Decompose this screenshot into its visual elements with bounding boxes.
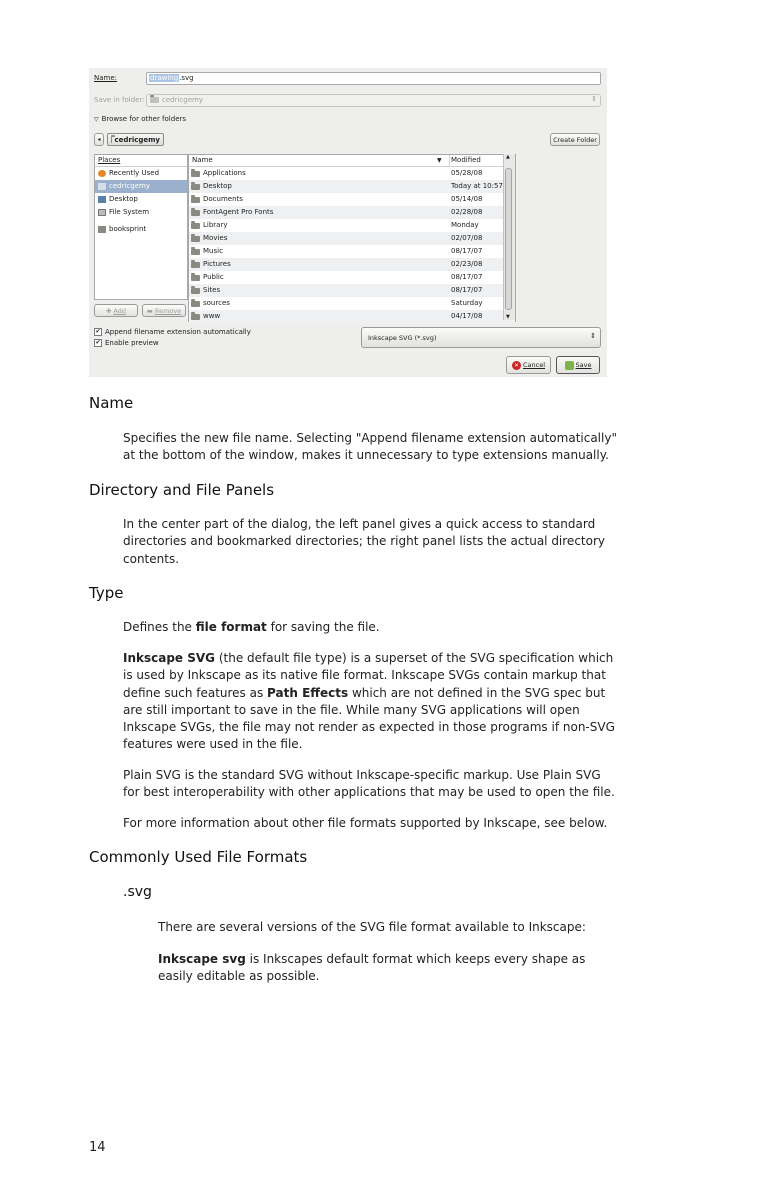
file-modified: 04/17/08 bbox=[451, 312, 483, 320]
file-row[interactable] bbox=[189, 245, 515, 258]
file-modified: 05/14/08 bbox=[451, 195, 483, 203]
heading-type: Type bbox=[89, 584, 124, 602]
file-modified: Today at 10:57 bbox=[451, 182, 503, 190]
heading-svg: .svg bbox=[123, 884, 152, 900]
places-item-file-system[interactable]: File System bbox=[95, 206, 187, 219]
filename-extension-text: .svg bbox=[179, 74, 194, 82]
remove-bookmark-button[interactable]: ▬ Remove bbox=[142, 304, 186, 317]
paragraph-inkscape-svg: Inkscape SVG (the default file type) is a superset of the SVG specification which is used by Inkscape as its native file format. Inkscape SVGs contain markup that define such features as Path Effects which are not defined in the SVG spec but are still important to save in the file. While many SVG applications will open Inkscape SVGs, the file may not render as expected in those programs if non-SVG features were used in the file. bbox=[123, 651, 615, 752]
enable-preview-checkbox[interactable]: ✔ Enable preview bbox=[95, 339, 159, 347]
file-modified: 02/28/08 bbox=[451, 208, 483, 216]
path-back-button[interactable] bbox=[94, 133, 104, 146]
paragraph-type: Defines the file format for saving the file. bbox=[123, 620, 380, 634]
folder-icon bbox=[191, 288, 200, 294]
heading-directory-panels: Directory and File Panels bbox=[89, 481, 275, 499]
file-modified: Monday bbox=[451, 221, 479, 229]
file-row[interactable] bbox=[189, 271, 515, 284]
paragraph-inkscape-svg-format: Inkscape svg is Inkscapes default format which keeps every shape as easily editable as possible. bbox=[158, 952, 586, 984]
folder-icon bbox=[191, 171, 200, 177]
checkmark-icon: ✔ bbox=[95, 328, 101, 335]
checkmark-icon: ✔ bbox=[95, 339, 101, 346]
file-name: Documents bbox=[203, 195, 243, 203]
file-row[interactable] bbox=[189, 284, 515, 297]
file-row[interactable] bbox=[189, 232, 515, 245]
filename-input[interactable] bbox=[146, 72, 601, 85]
places-header: Places bbox=[95, 155, 187, 167]
paragraph-more-info: For more information about other file formats supported by Inkscape, see below. bbox=[123, 816, 608, 830]
left-arrow-icon: ◂ bbox=[97, 136, 101, 143]
file-list-header bbox=[189, 155, 515, 167]
file-name: Desktop bbox=[203, 182, 232, 190]
cancel-icon: ✕ bbox=[513, 361, 519, 369]
folder-icon bbox=[191, 184, 200, 190]
save-dialog-screenshot bbox=[89, 68, 607, 377]
column-name-header[interactable]: Name bbox=[192, 156, 213, 164]
file-name: sources bbox=[203, 299, 230, 307]
expander-arrow-icon: ▽ bbox=[94, 115, 99, 123]
desktop-icon bbox=[98, 196, 106, 203]
combo-arrows-icon: ⇕ bbox=[591, 95, 597, 103]
scrollbar-thumb[interactable] bbox=[505, 168, 512, 310]
drive-icon bbox=[98, 209, 106, 216]
page-number: 14 bbox=[89, 1140, 106, 1155]
plus-icon: ✚ bbox=[105, 306, 112, 315]
save-in-folder-combo[interactable]: cedricgemy ⇕ bbox=[146, 94, 601, 107]
file-row[interactable] bbox=[189, 219, 515, 232]
save-button[interactable]: Save bbox=[556, 356, 600, 374]
folder-icon bbox=[150, 97, 159, 103]
file-list-panel bbox=[188, 154, 516, 322]
folder-icon bbox=[191, 249, 200, 255]
file-row[interactable] bbox=[189, 180, 515, 193]
folder-icon bbox=[191, 314, 200, 320]
append-extension-checkbox[interactable]: ✔ Append filename extension automatically bbox=[95, 328, 251, 336]
file-modified: 05/28/08 bbox=[451, 169, 483, 177]
cancel-button[interactable]: ✕ Cancel bbox=[506, 356, 551, 374]
sort-down-icon: ▼ bbox=[437, 157, 442, 164]
clock-icon bbox=[98, 170, 106, 177]
combo-arrows-icon: ⇕ bbox=[590, 332, 596, 340]
folder-icon bbox=[191, 262, 200, 268]
file-modified: 08/17/07 bbox=[451, 247, 483, 255]
file-type-combo[interactable]: Inkscape SVG (*.svg) ⇕ bbox=[361, 327, 601, 348]
folder-icon bbox=[191, 223, 200, 229]
folder-icon bbox=[191, 210, 200, 216]
paragraph-name: Specifies the new file name. Selecting "Append filename extension automatically" at the bottom of the window, makes it unnecessary to type extensions manually. bbox=[123, 431, 617, 463]
file-modified: Saturday bbox=[451, 299, 483, 307]
file-row[interactable] bbox=[189, 206, 515, 219]
column-modified-header[interactable]: Modified bbox=[451, 156, 481, 164]
folder-icon bbox=[191, 275, 200, 281]
paragraph-directory-panels: In the center part of the dialog, the left panel gives a quick access to standard directories and bookmarked directories; the right panel lists the actual directory contents. bbox=[123, 517, 605, 566]
file-modified: 08/17/07 bbox=[451, 273, 483, 281]
file-row[interactable] bbox=[189, 167, 515, 180]
file-row[interactable] bbox=[189, 297, 515, 310]
save-icon bbox=[565, 361, 574, 370]
folder-icon bbox=[191, 236, 200, 242]
create-folder-button[interactable]: Create Folder bbox=[550, 133, 600, 146]
file-row[interactable] bbox=[189, 310, 515, 323]
places-item-booksprint[interactable]: booksprint bbox=[95, 223, 187, 236]
browse-other-folders-expander[interactable]: ▽ Browse for other folders bbox=[94, 115, 187, 123]
paragraph-svg-versions: There are several versions of the SVG file format available to Inkscape: bbox=[158, 920, 586, 934]
scroll-down-icon: ▼ bbox=[506, 314, 510, 320]
file-row[interactable] bbox=[189, 258, 515, 271]
heading-common-formats: Commonly Used File Formats bbox=[89, 848, 308, 866]
filename-selected-text: drawing bbox=[150, 74, 179, 82]
path-bar-button[interactable]: cedricgemy bbox=[107, 133, 164, 146]
save-in-folder-label: Save in folder: bbox=[94, 96, 145, 104]
places-item-home[interactable]: cedricgemy bbox=[95, 180, 187, 193]
places-item-desktop[interactable]: Desktop bbox=[95, 193, 187, 206]
heading-name: Name bbox=[89, 394, 134, 412]
file-modified: 08/17/07 bbox=[451, 286, 483, 294]
file-modified: 02/07/08 bbox=[451, 234, 483, 242]
file-name: Movies bbox=[203, 234, 228, 242]
name-label: Name: bbox=[94, 74, 118, 82]
places-item-recently-used[interactable]: Recently Used bbox=[95, 167, 187, 180]
file-name: Sites bbox=[203, 286, 221, 294]
file-name: Library bbox=[203, 221, 228, 229]
minus-icon: ▬ bbox=[146, 306, 153, 315]
file-name: FontAgent Pro Fonts bbox=[203, 208, 274, 216]
folder-icon bbox=[191, 301, 200, 307]
home-icon bbox=[98, 183, 106, 190]
file-name: Applications bbox=[203, 169, 246, 177]
scroll-up-icon: ▲ bbox=[506, 154, 510, 160]
file-name: Music bbox=[203, 247, 223, 255]
paragraph-plain-svg: Plain SVG is the standard SVG without Inkscape-specific markup. Use Plain SVG for best interoperability with other applications that may be used to open the file. bbox=[123, 768, 615, 800]
file-modified: 02/23/08 bbox=[451, 260, 483, 268]
file-name: Public bbox=[203, 273, 224, 281]
folder-icon bbox=[98, 226, 106, 233]
add-bookmark-button[interactable]: ✚ Add bbox=[94, 304, 138, 317]
file-row[interactable] bbox=[189, 193, 515, 206]
file-name: www bbox=[203, 312, 221, 320]
file-name: Pictures bbox=[203, 260, 231, 268]
folder-icon bbox=[191, 197, 200, 203]
places-panel bbox=[94, 154, 188, 300]
